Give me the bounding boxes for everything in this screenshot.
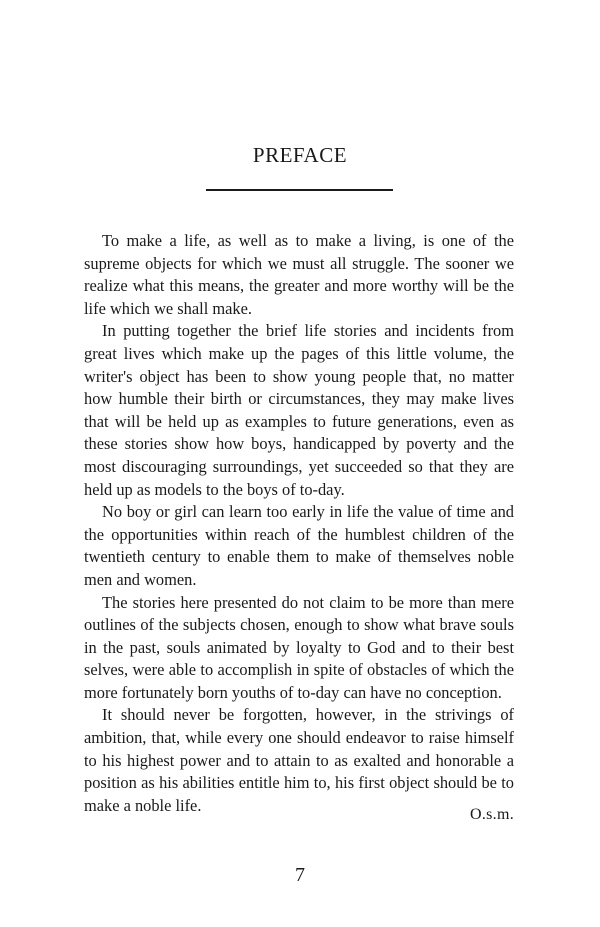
paragraph: In putting together the brief life stories and incidents from great lives which make up the pages of this little volume, the writer's object has been to show young people that, no matter how humble their birth or circumstances, they may make lives that will be held up as examples to future generations, even as these stories show how boys, handicapped by poverty and the most discouraging surroundings, yet succeeded so that they are held up as models to the boys of to-day. <box>84 321 514 499</box>
paragraph: The stories here presented do not claim to be more than mere outlines of the subjects chosen, enough to show what brave souls in the past, souls animated by loyalty to God and to their best selves, were able to accomplish in spite of obstacles of which the more fortunately born youths of to-day can have no conception. <box>84 592 514 702</box>
page-number: 7 <box>295 864 305 886</box>
preface-body <box>84 230 514 817</box>
paragraph: No boy or girl can learn too early in life the value of time and the opportunities within reach of the humblest children of the twentieth century to enable them to make of themselves noble men and women. <box>84 502 514 589</box>
title-divider <box>206 189 393 191</box>
paragraph: To make a life, as well as to make a living, is one of the supreme objects for which we must all struggle. The sooner we realize what this means, the greater and more worthy will be the life which we shall make. <box>84 231 514 318</box>
page-title: PREFACE <box>252 143 348 167</box>
author-initials: O.s.m. <box>469 806 514 823</box>
paragraph: It should never be forgotten, however, in the strivings of ambition, that, while every one should endeavor to raise himself to his highest power and to attain to as exalted and honorable a position as his abilities entitle him to, his first object should be to make a noble life. <box>84 705 514 815</box>
